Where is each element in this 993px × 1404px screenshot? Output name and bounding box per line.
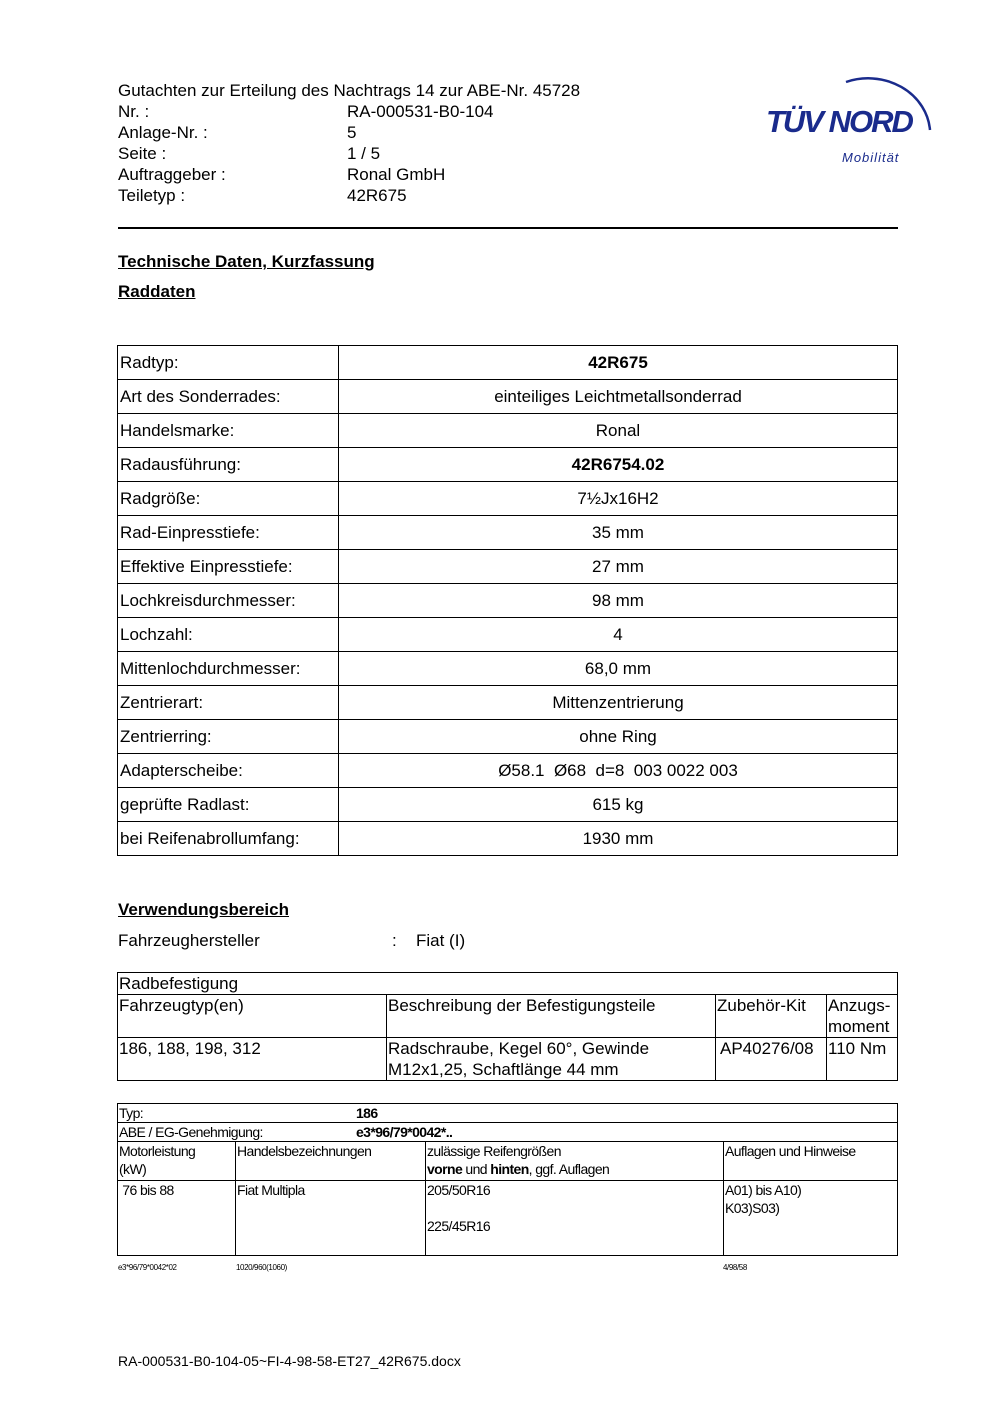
header-row-seite <box>118 143 580 164</box>
row-label: Mittenlochdurchmesser: <box>118 652 339 686</box>
table-row <box>118 346 898 380</box>
hersteller-sep: : <box>392 931 397 950</box>
table-row <box>118 550 898 584</box>
row-label: bei Reifenabrollumfang: <box>118 822 339 856</box>
document-header <box>118 80 580 206</box>
cell-line: A01) bis A10) <box>725 1182 802 1198</box>
table-row <box>118 788 898 822</box>
table-row <box>118 973 898 995</box>
cell-handel: Fiat Multipla <box>236 1181 426 1256</box>
logo-brand: TÜV NORD <box>766 104 912 139</box>
header-line: Motorleistung <box>119 1143 196 1159</box>
row-value: 1930 mm <box>339 822 898 856</box>
reifen-hinten: hinten <box>490 1161 529 1177</box>
table-header-row <box>118 1142 898 1181</box>
section-subtitle: Raddaten <box>118 282 196 301</box>
header-key: Anlage-Nr. : <box>118 123 208 142</box>
row-value: 4 <box>339 618 898 652</box>
row-value: 98 mm <box>339 584 898 618</box>
row-label: Art des Sonderrades: <box>118 380 339 414</box>
header-key: Nr. : <box>118 102 150 121</box>
col-header-moment <box>827 995 898 1038</box>
cell-motor: 76 bis 88 <box>118 1181 236 1256</box>
col-header-typen: Fahrzeugtyp(en) <box>118 995 387 1038</box>
row-value: 615 kg <box>339 788 898 822</box>
typ-table <box>117 1103 898 1256</box>
table-row <box>118 720 898 754</box>
reifen-und: und <box>462 1161 491 1177</box>
row-value: 42R675 <box>339 346 898 380</box>
row-value: Ronal <box>339 414 898 448</box>
row-label: Radausführung: <box>118 448 339 482</box>
header-line: zulässige Reifengrößen <box>427 1143 561 1159</box>
document-title: Gutachten zur Erteilung des Nachtrags 14 zur ABE-Nr. 45728 <box>118 81 581 100</box>
typ-row <box>118 1104 898 1123</box>
row-value: 7½Jx16H2 <box>339 482 898 516</box>
cell-kit: AP40276/08 <box>716 1038 827 1081</box>
row-value: einteiliges Leichtmetallsonderrad <box>339 380 898 414</box>
header-row-teiletyp <box>118 185 580 206</box>
col-header-beschreibung: Beschreibung der Befestigungsteile <box>387 995 716 1038</box>
header-value: 42R675 <box>347 186 407 205</box>
table-row <box>118 1104 898 1123</box>
table-row <box>118 652 898 686</box>
table-row <box>118 380 898 414</box>
row-label: Handelsmarke: <box>118 414 339 448</box>
hersteller-label: Fahrzeughersteller <box>118 931 260 950</box>
row-label: Rad-Einpresstiefe: <box>118 516 339 550</box>
header-row-nr <box>118 101 580 122</box>
header-value: RA-000531-B0-104 <box>347 102 494 121</box>
header-value: 1 / 5 <box>347 144 381 163</box>
cell-line: M12x1,25, Schaftlänge 44 mm <box>388 1060 619 1079</box>
row-value: 27 mm <box>339 550 898 584</box>
header-row-anlage <box>118 122 580 143</box>
row-label: Radgröße: <box>118 482 339 516</box>
reifen-rest: , ggf. Auflagen <box>528 1161 610 1177</box>
col-header-motor <box>118 1142 236 1181</box>
table-row <box>118 822 898 856</box>
typ-value: 186 <box>356 1105 378 1121</box>
table-row <box>118 1181 898 1256</box>
cell-beschreibung <box>387 1038 716 1081</box>
cell-line: 205/50R16 <box>427 1182 491 1198</box>
cell-auflagen <box>724 1181 898 1256</box>
table-row <box>118 482 898 516</box>
row-value: 42R6754.02 <box>339 448 898 482</box>
col-header-auflagen: Auflagen und Hinweise <box>724 1142 898 1181</box>
header-line: moment <box>828 1017 890 1036</box>
col-header-handel: Handelsbezeichnungen <box>236 1142 426 1181</box>
small-note-abe: e3*96/79*0042*02 <box>118 1263 177 1272</box>
row-label: Adapterscheibe: <box>118 754 339 788</box>
row-label: Zentrierring: <box>118 720 339 754</box>
typ-label: Typ: <box>119 1105 144 1121</box>
table-row <box>118 618 898 652</box>
abe-row <box>118 1123 898 1142</box>
hersteller-value: Fiat (I) <box>416 931 466 950</box>
row-label: Zentrierart: <box>118 686 339 720</box>
cell-line: Radschraube, Kegel 60°, Gewinde <box>388 1039 650 1058</box>
raddaten-table <box>117 345 898 856</box>
table-row <box>118 516 898 550</box>
row-value: ohne Ring <box>339 720 898 754</box>
table-row <box>118 754 898 788</box>
header-line <box>427 1160 722 1178</box>
small-note-mass: 1020/960(1060) <box>236 1263 287 1272</box>
table-row <box>118 1123 898 1142</box>
row-value: Mittenzentrierung <box>339 686 898 720</box>
table-header-row <box>118 995 898 1038</box>
befestigung-title: Radbefestigung <box>118 973 898 995</box>
row-value: 35 mm <box>339 516 898 550</box>
row-label: Lochzahl: <box>118 618 339 652</box>
header-divider <box>118 227 898 229</box>
row-value: 68,0 mm <box>339 652 898 686</box>
header-key: Teiletyp : <box>118 186 186 205</box>
header-line: (kW) <box>119 1161 147 1177</box>
table-row <box>118 414 898 448</box>
header-line: Anzugs- <box>828 996 891 1015</box>
row-label: Lochkreisdurchmesser: <box>118 584 339 618</box>
verwendung-title: Verwendungsbereich <box>118 900 289 919</box>
cell-line: 225/45R16 <box>427 1218 491 1234</box>
cell-reifen <box>426 1181 724 1256</box>
abe-label: ABE / EG-Genehmigung: <box>119 1124 263 1140</box>
befestigung-table <box>117 972 898 1081</box>
row-label: Effektive Einpresstiefe: <box>118 550 339 584</box>
header-key: Seite : <box>118 144 167 163</box>
header-value: 5 <box>347 123 357 142</box>
tuv-nord-logo <box>758 58 943 173</box>
col-header-reifen <box>426 1142 724 1181</box>
header-row-auftraggeber <box>118 164 580 185</box>
row-label: geprüfte Radlast: <box>118 788 339 822</box>
cell-line: K03)S03) <box>725 1200 780 1216</box>
row-value: Ø58.1 Ø68 d=8 003 0022 003 <box>339 754 898 788</box>
abe-value: e3*96/79*0042*.. <box>356 1124 453 1140</box>
table-row <box>118 448 898 482</box>
small-note-ref: 4/98/58 <box>723 1263 747 1272</box>
header-value: Ronal GmbH <box>347 165 446 184</box>
logo-subtitle: Mobilität <box>842 150 900 165</box>
footer-filename: RA-000531-B0-104-05~FI-4-98-58-ET27_42R675.docx <box>118 1353 461 1369</box>
cell-moment: 110 Nm <box>827 1038 898 1081</box>
table-row <box>118 584 898 618</box>
reifen-vorne: vorne <box>427 1161 463 1177</box>
section-title: Technische Daten, Kurzfassung <box>118 252 375 271</box>
table-row <box>118 686 898 720</box>
header-key: Auftraggeber : <box>118 165 226 184</box>
cell-typen: 186, 188, 198, 312 <box>118 1038 387 1081</box>
col-header-kit: Zubehör-Kit <box>716 995 827 1038</box>
table-row <box>118 1038 898 1081</box>
row-label: Radtyp: <box>118 346 339 380</box>
